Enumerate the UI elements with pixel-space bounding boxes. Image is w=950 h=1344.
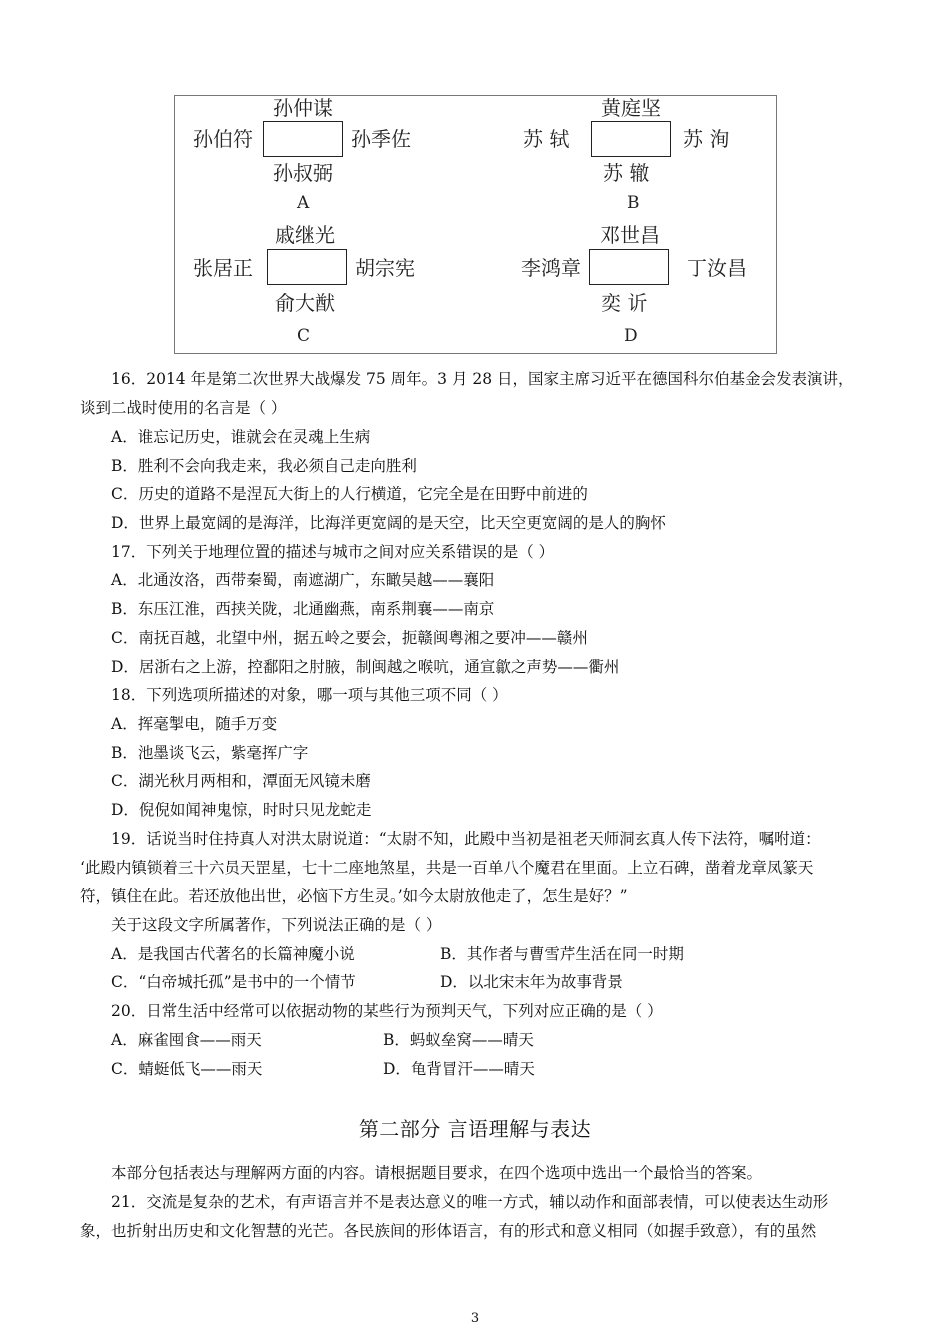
q17-option-b: B．东压江淮，西挟关陇，北通幽燕，南系荆襄——南京 (111, 600, 495, 618)
group-b-top-name: 黄庭坚 (601, 96, 661, 120)
q18-option-d: D．倪倪如闻神鬼惊，时时只见龙蛇走 (111, 801, 372, 819)
q18-option-b: B．池墨谈飞云，紫毫挥广字 (111, 744, 309, 762)
group-c-top-name: 戚继光 (275, 223, 335, 247)
q20-option-c: C．蜻蜓低飞——雨天 (111, 1060, 263, 1078)
group-b-right-name: 苏 洵 (683, 127, 730, 151)
group-b-letter: B (627, 193, 640, 213)
q16-option-a: A．谁忘记历史，谁就会在灵魂上生病 (111, 428, 371, 446)
q18-stem: 18．下列选项所描述的对象，哪一项与其他三项不同（ ） (111, 686, 508, 704)
q19-stem: 关于这段文字所属著作，下列说法正确的是（ ） (111, 916, 442, 934)
group-c-letter: C (297, 326, 311, 346)
q16-option-c: C．历史的道路不是涅瓦大街上的人行横道，它完全是在田野中前进的 (111, 485, 588, 503)
q16-stem-line2: 谈到二战时使用的名言是（ ） (80, 399, 287, 417)
q20-stem: 20．日常生活中经常可以依据动物的某些行为预判天气，下列对应正确的是（ ） (111, 1002, 663, 1020)
q16-option-d: D．世界上最宽阔的是海洋，比海洋更宽阔的是天空，比天空更宽阔的是人的胸怀 (111, 514, 666, 532)
q18-option-c: C．湖光秋月两相和，潭面无风镜未磨 (111, 772, 371, 790)
q20-option-d: D．龟背冒汗——晴天 (383, 1060, 535, 1078)
group-a-right-name: 孙季佐 (351, 127, 411, 151)
q17-option-d: D．居浙右之上游，控鄱阳之肘腋，制闽越之喉吭，通宣歙之声势——衢州 (111, 658, 620, 676)
q20-option-a: A．麻雀囤食——雨天 (111, 1031, 262, 1049)
q19-passage-line2: ‘此殿内镇锁着三十六员天罡星，七十二座地煞星，共是一百单八个魔君在里面。上立石碑，凿着龙章凤篆天 (80, 859, 814, 877)
group-a-blank-box (263, 121, 343, 157)
group-a-letter: A (297, 193, 310, 213)
group-d-blank-box (589, 249, 669, 285)
group-c-right-name: 胡宗宪 (355, 256, 415, 280)
q19-option-b: B．其作者与曹雪芹生活在同一时期 (440, 945, 684, 963)
q18-option-a: A．挥毫掣电，随手万变 (111, 715, 278, 733)
group-d-bottom-name: 奕 䜣 (601, 291, 648, 315)
group-a-top-name: 孙仲谋 (273, 96, 333, 120)
q16-stem-line1: 16．2014 年是第二次世界大战爆发 75 周年。3 月 28 日，国家主席习近平在德国科尔伯基金会发表演讲， (111, 370, 854, 388)
q19-passage-line3: 符，镇住在此。若还放他出世，必恼下方生灵。’如今太尉放他走了，怎生是好？” (80, 887, 628, 905)
q19-option-d: D．以北宋末年为故事背景 (440, 973, 623, 991)
page-number: 3 (470, 1311, 480, 1326)
group-c-blank-box (267, 249, 347, 285)
q20-option-b: B．蚂蚁垒窝——晴天 (383, 1031, 534, 1049)
group-d-right-name: 丁汝昌 (687, 256, 747, 280)
q19-option-a: A．是我国古代著名的长篇神魔小说 (111, 945, 355, 963)
q21-line2: 象，也折射出历史和文化智慧的光芒。各民族间的形体语言，有的形式和意义相同（如握手致意），有的虽然 (80, 1222, 817, 1240)
group-c-left-name: 张居正 (193, 256, 253, 280)
q19-option-c: C．“白帝城托孤”是书中的一个情节 (111, 973, 356, 991)
group-b-left-name: 苏 轼 (523, 127, 570, 151)
group-b-bottom-name: 苏 辙 (603, 161, 650, 185)
group-d-top-name: 邓世昌 (600, 223, 660, 247)
q16-option-b: B．胜利不会向我走来，我必须自己走向胜利 (111, 457, 417, 475)
group-b-blank-box (591, 121, 671, 157)
group-c-bottom-name: 俞大猷 (275, 291, 335, 315)
section-intro: 本部分包括表达与理解两方面的内容。请根据题目要求，在四个选项中选出一个最恰当的答案。 (111, 1164, 763, 1182)
name-diagram-figure (174, 95, 777, 354)
group-a-left-name: 孙伯符 (193, 127, 253, 151)
section-heading: 第二部分 言语理解与表达 (358, 1117, 592, 1141)
q19-passage-line1: 19．话说当时住持真人对洪太尉说道：“太尉不知，此殿中当初是祖老天师洞玄真人传下法符，嘱咐道： (111, 830, 821, 848)
q21-line1: 21．交流是复杂的艺术，有声语言并不是表达意义的唯一方式，辅以动作和面部表情，可以使表达生动形 (111, 1193, 829, 1211)
q17-stem: 17．下列关于地理位置的描述与城市之间对应关系错误的是（ ） (111, 543, 555, 561)
group-a-bottom-name: 孙叔弼 (273, 161, 333, 185)
group-d-left-name: 李鸿章 (521, 256, 581, 280)
q17-option-c: C．南抚百越，北望中州，据五岭之要会，扼赣闽粤湘之要冲——赣州 (111, 629, 588, 647)
q17-option-a: A．北通汝洛，西带秦蜀，南遮湖广，东瞰吴越——襄阳 (111, 571, 495, 589)
group-d-letter: D (624, 326, 638, 346)
